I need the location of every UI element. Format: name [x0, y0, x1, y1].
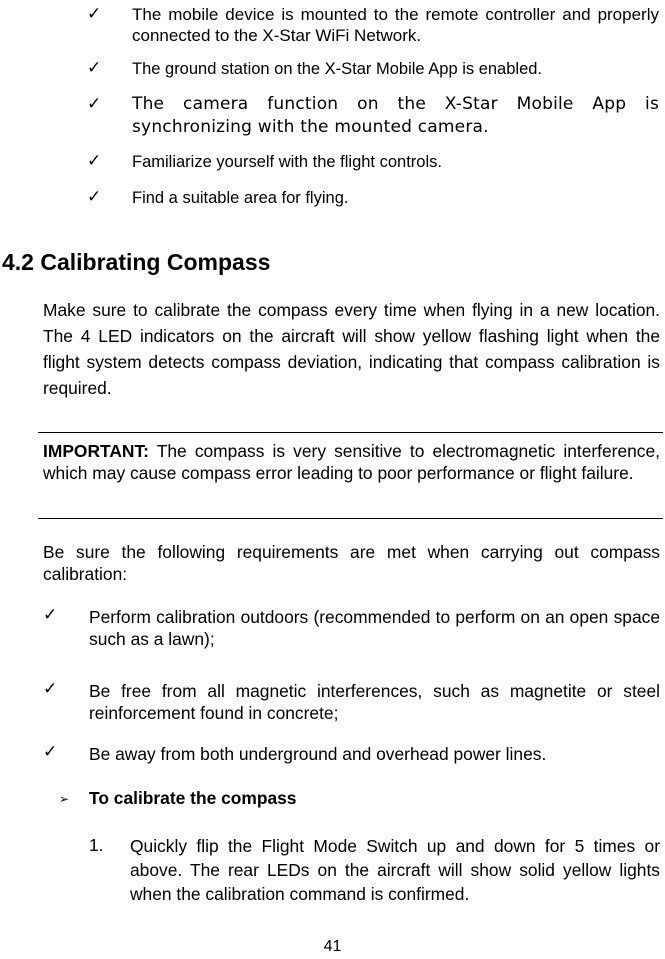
important-note: [43, 440, 660, 484]
page-number: 41: [323, 938, 342, 955]
checkmark-icon: ✓: [43, 679, 58, 699]
precheck-item: Find a suitable area for flying.: [132, 189, 349, 207]
requirement-item: Perform calibration outdoors (recommended to perform on an open space such as a lawn);: [89, 607, 660, 649]
precheck-item: The ground station on the X-Star Mobile App is enabled.: [132, 60, 543, 78]
important-top-rule: [38, 432, 663, 433]
important-label: IMPORTANT:: [43, 441, 149, 461]
checkmark-icon: ✓: [87, 187, 102, 207]
requirement-item: Be away from both underground and overhead power lines.: [89, 744, 547, 764]
important-text: The compass is very sensitive to electromagnetic interference, which may cause compass error leading to poor performance or flight failure.: [43, 441, 660, 483]
arrow-bullet-icon: ➢: [59, 792, 70, 806]
precheck-item: The camera function on the X-Star Mobile App is synchronizing with the mounted camera.: [132, 94, 659, 137]
procedure-title: To calibrate the compass: [89, 788, 297, 808]
checkmark-icon: ✓: [87, 4, 102, 24]
section-heading: 4.2 Calibrating Compass: [2, 249, 271, 275]
step-number: 1.: [89, 835, 104, 855]
precheck-item: Familiarize yourself with the flight controls.: [132, 153, 442, 171]
checkmark-icon: ✓: [87, 58, 102, 78]
requirement-item: Be free from all magnetic interferences, such as magnetite or steel reinforcement found in concrete;: [89, 681, 660, 723]
important-bottom-rule: [38, 518, 663, 519]
checkmark-icon: ✓: [43, 605, 58, 625]
checkmark-icon: ✓: [43, 742, 58, 762]
checkmark-icon: ✓: [87, 94, 102, 114]
precheck-item: The mobile device is mounted to the remote controller and properly connected to the X-Star WiFi Network.: [132, 5, 659, 45]
step-text: Quickly flip the Flight Mode Switch up and down for 5 times or above. The rear LEDs on the aircraft will show solid yellow lights when the calibration command is confirmed.: [130, 836, 660, 904]
intro-paragraph: Make sure to calibrate the compass every time when flying in a new location. The 4 LED indicators on the aircraft will show yellow flashing light when the flight system detects compass deviation, indicating that compass calibration is required.: [43, 300, 660, 398]
requirements-intro: Be sure the following requirements are met when carrying out compass calibration:: [43, 542, 660, 584]
checkmark-icon: ✓: [87, 151, 102, 171]
